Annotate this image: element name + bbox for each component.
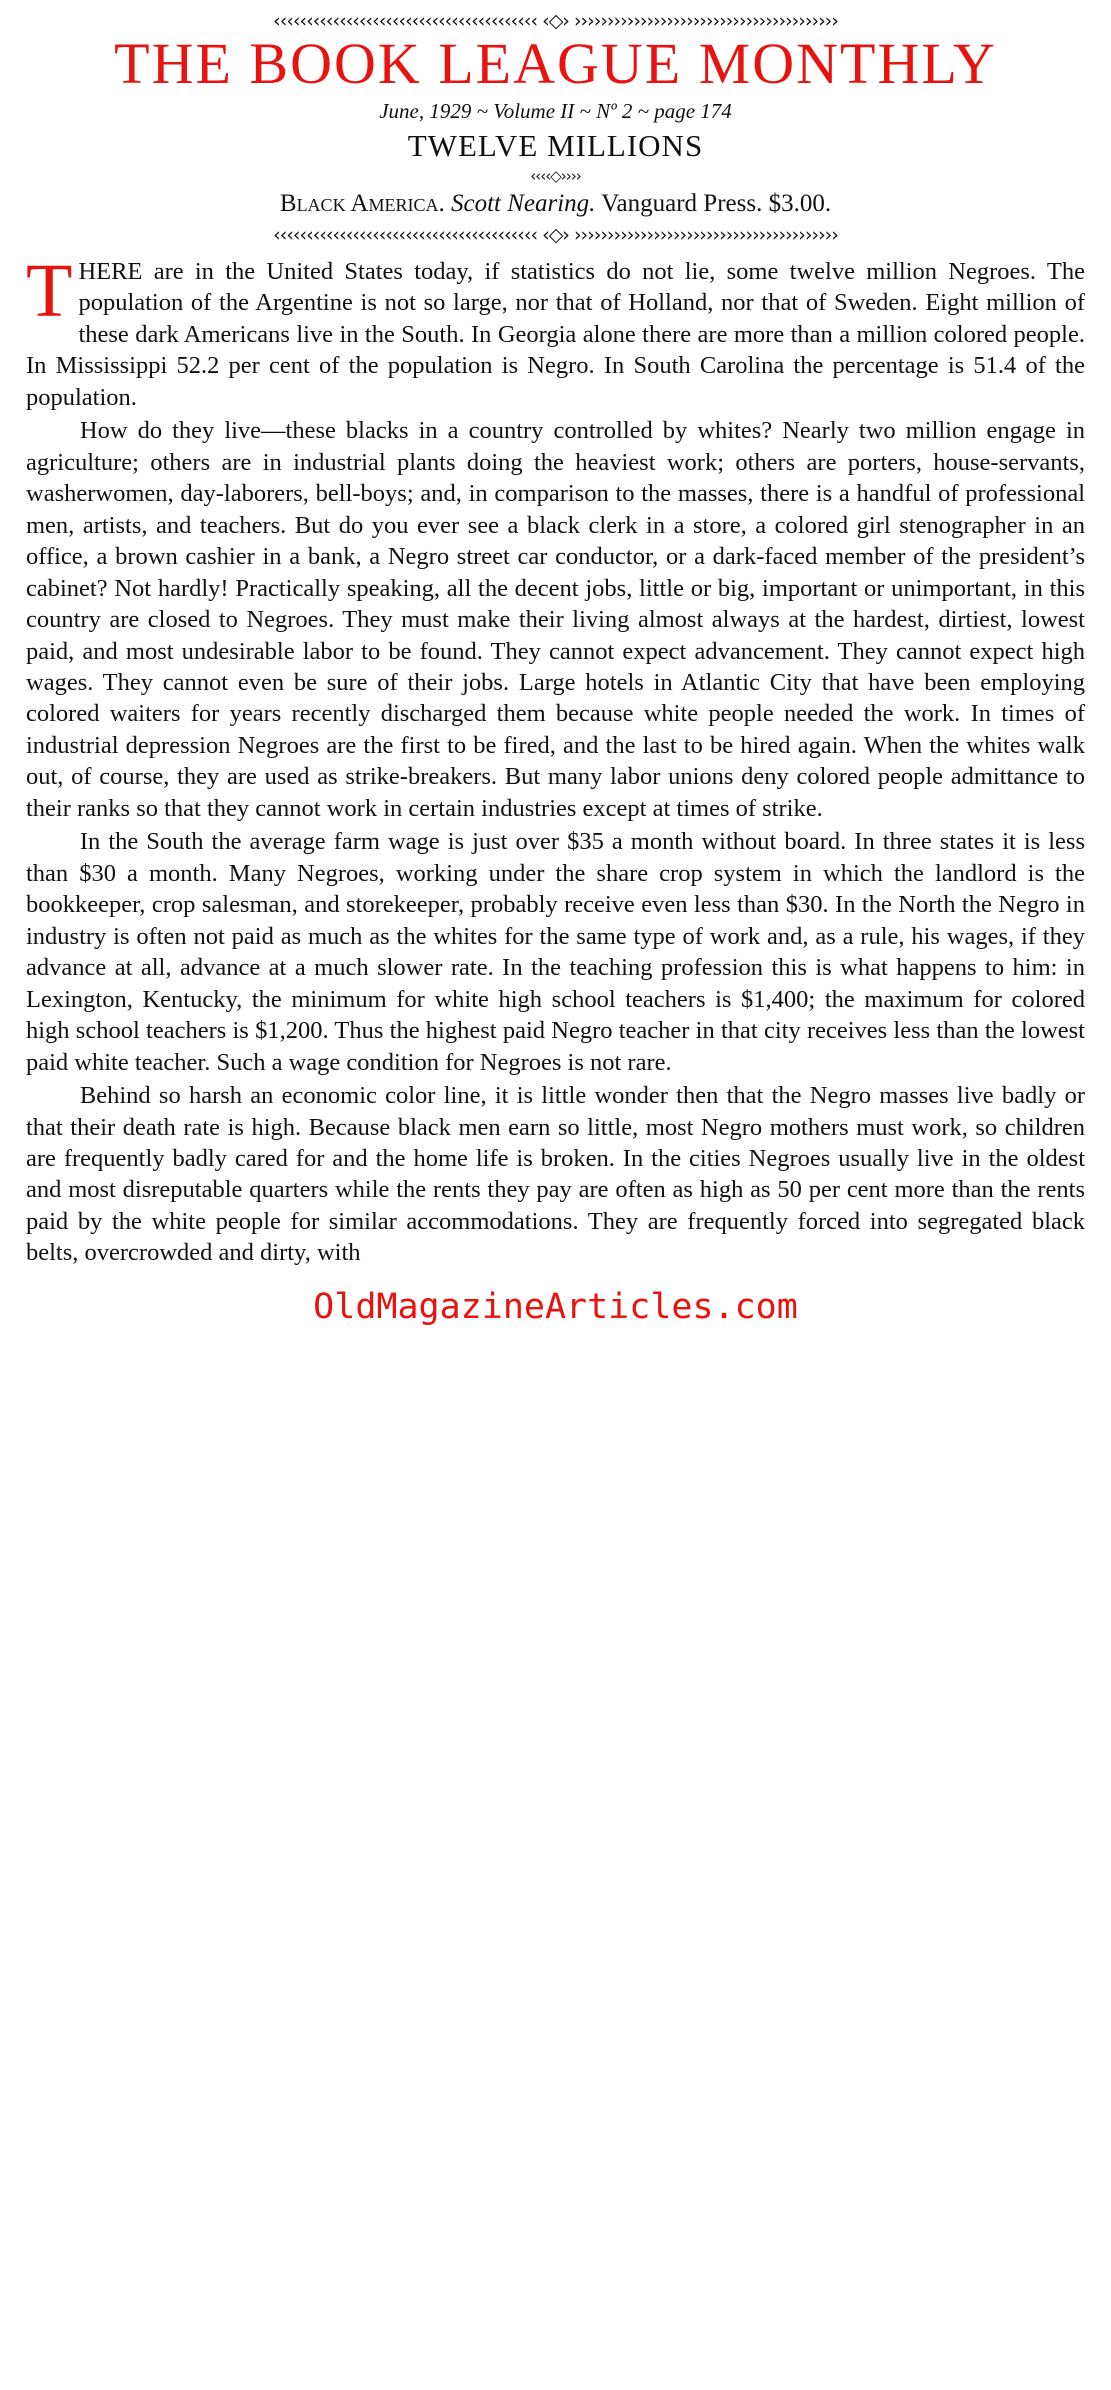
byline-book-title: Black America. (279, 189, 445, 217)
masthead-title: THE BOOK LEAGUE MONTHLY (114, 31, 997, 96)
paragraph-1-lead-smallcaps: HERE (78, 257, 143, 285)
paragraph-1-text: are in the United States today, if statistics do not lie, some twelve million Negroes. The population of the Argentine is not so large, nor that of Holland, nor that of Sweden. Eight million of these dark Americans live in the South. In Georgia alone there are more than a million colored people. In Mississippi 52.2 per cent of the population is Negro. In South Carolina the percentage is 51.4 of the population. (26, 257, 1085, 411)
paragraph-2: How do they live—these blacks in a country controlled by whites? Nearly two million engage in agriculture; others are in industrial plants doing the heaviest work; others are porters, house-servants, washerwomen, day-laborers, bell-boys; and, in comparison to the masses, there is a handful of professional men, artists, and teachers. But do you ever see a black clerk in a store, a colored girl stenographer in an office, a brown cashier in a bank, a Negro street car conductor, or a dark-faced member of the president’s cabinet? Not hardly! Practically speaking, all the decent jobs, little or big, important or unimportant, in this country are closed to Negroes. They must make their living almost always at the hardest, dirtiest, lowest paid, and most undesirable labor to be found. They cannot expect advancement. They cannot expect high wages. They cannot even be sure of their jobs. Large hotels in Atlantic City that have been employing colored waiters for years recently discharged them because white people needed the work. In times of industrial depression Negroes are the first to be fired, and the last to be hired again. When the whites walk out, of course, they are used as strike-breakers. But many labor unions deny colored people admittance to their ranks so that they cannot work in certain industries except at times of strike. (26, 417, 1085, 822)
drop-cap: T (26, 248, 73, 333)
top-ornament-rule: ‹‹‹‹‹‹‹‹‹‹‹‹‹‹‹‹‹‹‹‹‹‹‹‹‹‹‹‹‹‹‹‹‹‹‹‹‹‹‹‹ ‹◇› ›››››››››››››››››››››››››››››››››››››››› (273, 10, 838, 32)
article-title: TWELVE MILLIONS (407, 127, 704, 163)
site-footer[interactable]: OldMagazineArticles.com (313, 1286, 798, 1327)
paragraph-3: In the South the average farm wage is just over $35 a month without board. In three states it is less than $30 a month. Many Negroes, working under the share crop system in which the landlord is the bookkeeper, crop salesman, and storekeeper, probably receive even less than $30. In the North the Negro in industry is often not paid as much as the whites for the same type of work and, as a rule, his wages, if they advance at all, advance at a much slower rate. In the teaching profession this is what happens to him: in Lexington, Kentucky, the minimum for white high school teachers is $1,400; the maximum for colored high school teachers is $1,200. Thus the highest paid Negro teacher in that city receives less than the lowest paid white teacher. Such a wage condition for Negroes is not rare. (26, 828, 1085, 1076)
small-ornament-rule: ‹‹‹‹◇›››› (530, 167, 581, 184)
paragraph-1 (26, 248, 1085, 413)
byline (26, 190, 1085, 218)
paragraph-4: Behind so harsh an economic color line, it is little wonder then that the Negro masses live badly or that their death rate is high. Because black men earn so little, most Negro mothers must work, so children are frequently badly cared for and the home life is broken. In the cities Negroes usually live in the oldest and most disreputable quarters while the rents they pay are often as high as 50 per cent more than the rents paid by the white people for similar accommodations. They are frequently forced into segregated black belts, overcrowded and dirty, with (26, 1082, 1085, 1267)
byline-author: Scott Nearing. (451, 189, 596, 217)
mid-ornament-rule: ‹‹‹‹‹‹‹‹‹‹‹‹‹‹‹‹‹‹‹‹‹‹‹‹‹‹‹‹‹‹‹‹‹‹‹‹‹‹‹‹ ‹◇› ›››››››››››››››››››››››››››››››››››››››› (273, 223, 838, 246)
issue-line: June, 1929 ~ Volume II ~ Nº 2 ~ page 174 (379, 98, 732, 123)
article-body (26, 248, 1085, 1269)
byline-publisher: Vanguard Press. $3.00. (601, 189, 832, 217)
